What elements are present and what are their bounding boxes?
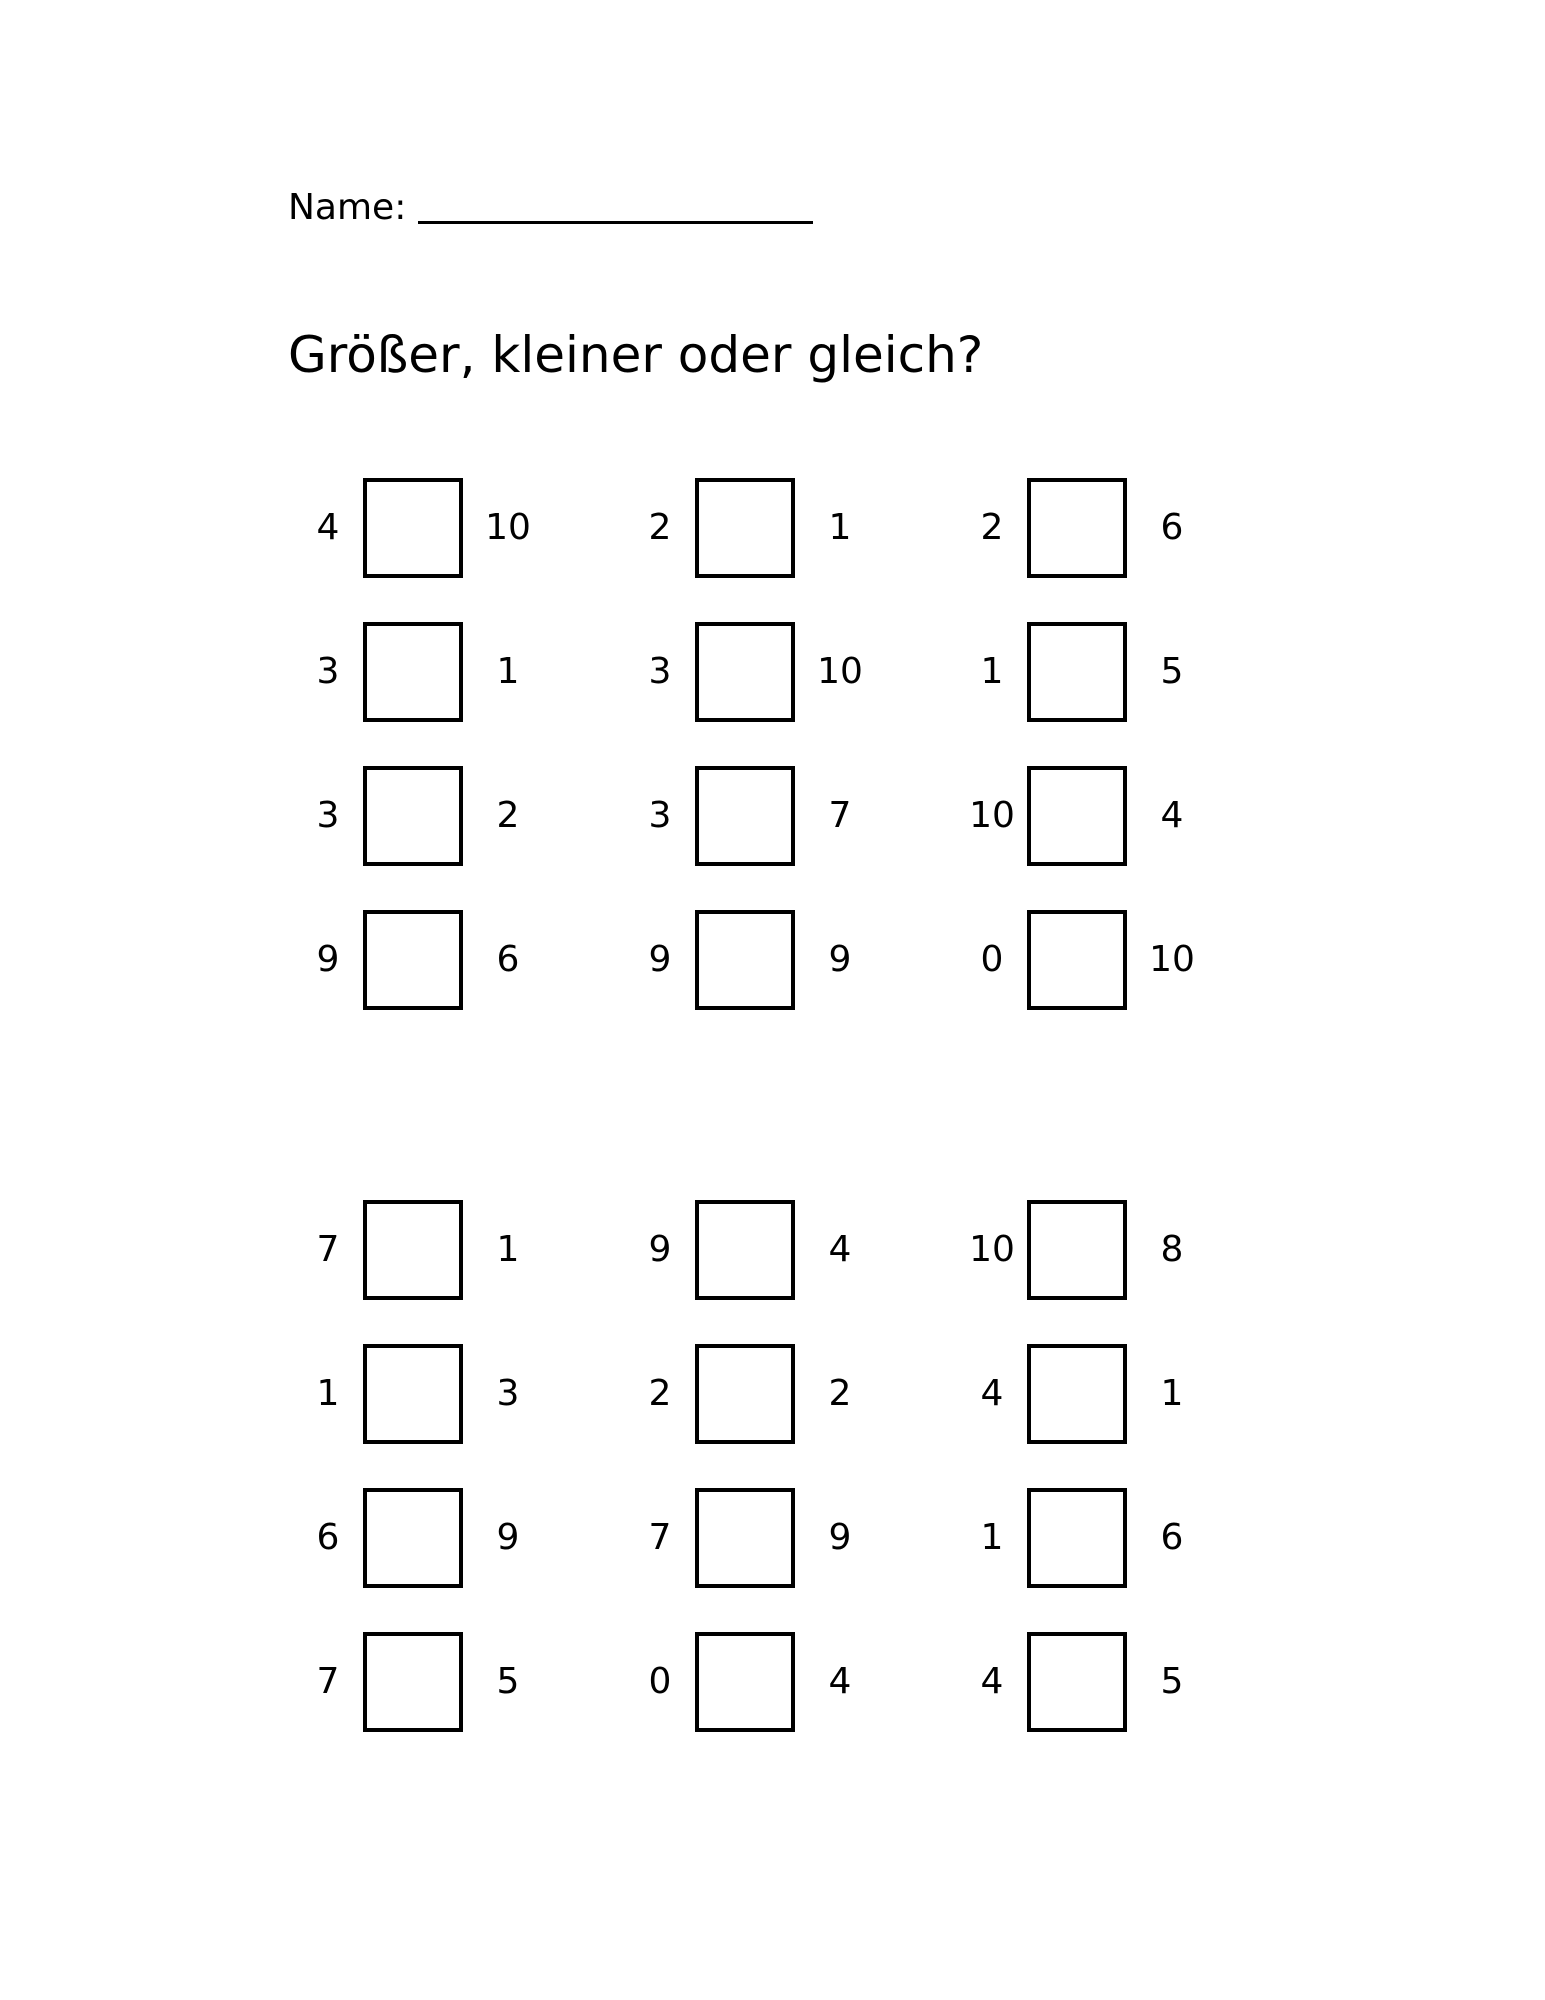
problem-row: [0, 910, 1545, 1010]
left-number: 3: [316, 795, 340, 836]
answer-box[interactable]: [363, 1632, 463, 1732]
left-number: 7: [648, 1517, 672, 1558]
answer-box[interactable]: [695, 478, 795, 578]
left-number: 0: [980, 939, 1004, 980]
left-number: 3: [648, 795, 672, 836]
answer-box[interactable]: [363, 910, 463, 1010]
comparison-problem: [957, 622, 1207, 722]
left-number: 10: [969, 795, 1015, 836]
left-number: 1: [316, 1373, 340, 1414]
problem-row: [0, 622, 1545, 722]
problem-row: [0, 478, 1545, 578]
right-number: 6: [1160, 507, 1184, 548]
right-number: 10: [485, 507, 531, 548]
comparison-problem: [293, 1200, 543, 1300]
answer-box[interactable]: [363, 478, 463, 578]
answer-box[interactable]: [1027, 622, 1127, 722]
left-number: 4: [316, 507, 340, 548]
left-number: 4: [980, 1373, 1004, 1414]
answer-box[interactable]: [695, 1632, 795, 1732]
left-number: 4: [980, 1661, 1004, 1702]
problem-row: [0, 1344, 1545, 1444]
left-number: 1: [980, 651, 1004, 692]
comparison-problem: [957, 766, 1207, 866]
left-number: 0: [648, 1661, 672, 1702]
right-number: 6: [496, 939, 520, 980]
right-number: 10: [1149, 939, 1195, 980]
left-number: 9: [648, 1229, 672, 1270]
comparison-problem: [625, 910, 875, 1010]
answer-box[interactable]: [1027, 1632, 1127, 1732]
left-number: 2: [648, 507, 672, 548]
right-number: 1: [496, 651, 520, 692]
right-number: 4: [1160, 795, 1184, 836]
problem-row: [0, 1632, 1545, 1732]
answer-box[interactable]: [1027, 910, 1127, 1010]
right-number: 10: [817, 651, 863, 692]
answer-box[interactable]: [1027, 1344, 1127, 1444]
comparison-problem: [293, 1488, 543, 1588]
right-number: 9: [828, 939, 852, 980]
right-number: 6: [1160, 1517, 1184, 1558]
right-number: 1: [1160, 1373, 1184, 1414]
left-number: 3: [316, 651, 340, 692]
right-number: 5: [496, 1661, 520, 1702]
name-row: [288, 170, 813, 230]
left-number: 9: [648, 939, 672, 980]
left-number: 2: [648, 1373, 672, 1414]
answer-box[interactable]: [1027, 1488, 1127, 1588]
comparison-problem: [293, 1344, 543, 1444]
right-number: 1: [496, 1229, 520, 1270]
comparison-problem: [957, 1632, 1207, 1732]
right-number: 4: [828, 1661, 852, 1702]
comparison-problem: [957, 1344, 1207, 1444]
comparison-problem: [625, 1344, 875, 1444]
problem-row: [0, 766, 1545, 866]
right-number: 7: [828, 795, 852, 836]
left-number: 9: [316, 939, 340, 980]
right-number: 9: [496, 1517, 520, 1558]
answer-box[interactable]: [1027, 1200, 1127, 1300]
left-number: 1: [980, 1517, 1004, 1558]
right-number: 9: [828, 1517, 852, 1558]
answer-box[interactable]: [695, 1488, 795, 1588]
comparison-problem: [957, 910, 1207, 1010]
comparison-problem: [957, 1488, 1207, 1588]
left-number: 7: [316, 1229, 340, 1270]
answer-box[interactable]: [695, 1344, 795, 1444]
right-number: 5: [1160, 1661, 1184, 1702]
answer-box[interactable]: [363, 766, 463, 866]
right-number: 3: [496, 1373, 520, 1414]
left-number: 2: [980, 507, 1004, 548]
comparison-problem: [293, 1632, 543, 1732]
answer-box[interactable]: [695, 1200, 795, 1300]
answer-box[interactable]: [1027, 478, 1127, 578]
comparison-problem: [293, 766, 543, 866]
comparison-problem: [293, 622, 543, 722]
answer-box[interactable]: [363, 1488, 463, 1588]
comparison-problem: [625, 766, 875, 866]
comparison-problem: [625, 1200, 875, 1300]
right-number: 8: [1160, 1229, 1184, 1270]
answer-box[interactable]: [363, 622, 463, 722]
answer-box[interactable]: [363, 1344, 463, 1444]
problem-row: [0, 1488, 1545, 1588]
right-number: 4: [828, 1229, 852, 1270]
name-label: Name:: [288, 187, 407, 228]
right-number: 5: [1160, 651, 1184, 692]
comparison-problem: [957, 1200, 1207, 1300]
comparison-problem: [293, 478, 543, 578]
left-number: 6: [316, 1517, 340, 1558]
right-number: 2: [496, 795, 520, 836]
problem-row: [0, 1200, 1545, 1300]
right-number: 1: [828, 507, 852, 548]
comparison-problem: [625, 622, 875, 722]
left-number: 10: [969, 1229, 1015, 1270]
worksheet-title: Größer, kleiner oder gleich?: [288, 326, 984, 384]
answer-box[interactable]: [695, 910, 795, 1010]
comparison-problem: [625, 1488, 875, 1588]
comparison-problem: [293, 910, 543, 1010]
comparison-problem: [957, 478, 1207, 578]
right-number: 2: [828, 1373, 852, 1414]
left-number: 3: [648, 651, 672, 692]
comparison-problem: [625, 478, 875, 578]
answer-box[interactable]: [695, 766, 795, 866]
name-field[interactable]: [418, 221, 813, 224]
left-number: 7: [316, 1661, 340, 1702]
answer-box[interactable]: [1027, 766, 1127, 866]
comparison-problem: [625, 1632, 875, 1732]
answer-box[interactable]: [363, 1200, 463, 1300]
answer-box[interactable]: [695, 622, 795, 722]
